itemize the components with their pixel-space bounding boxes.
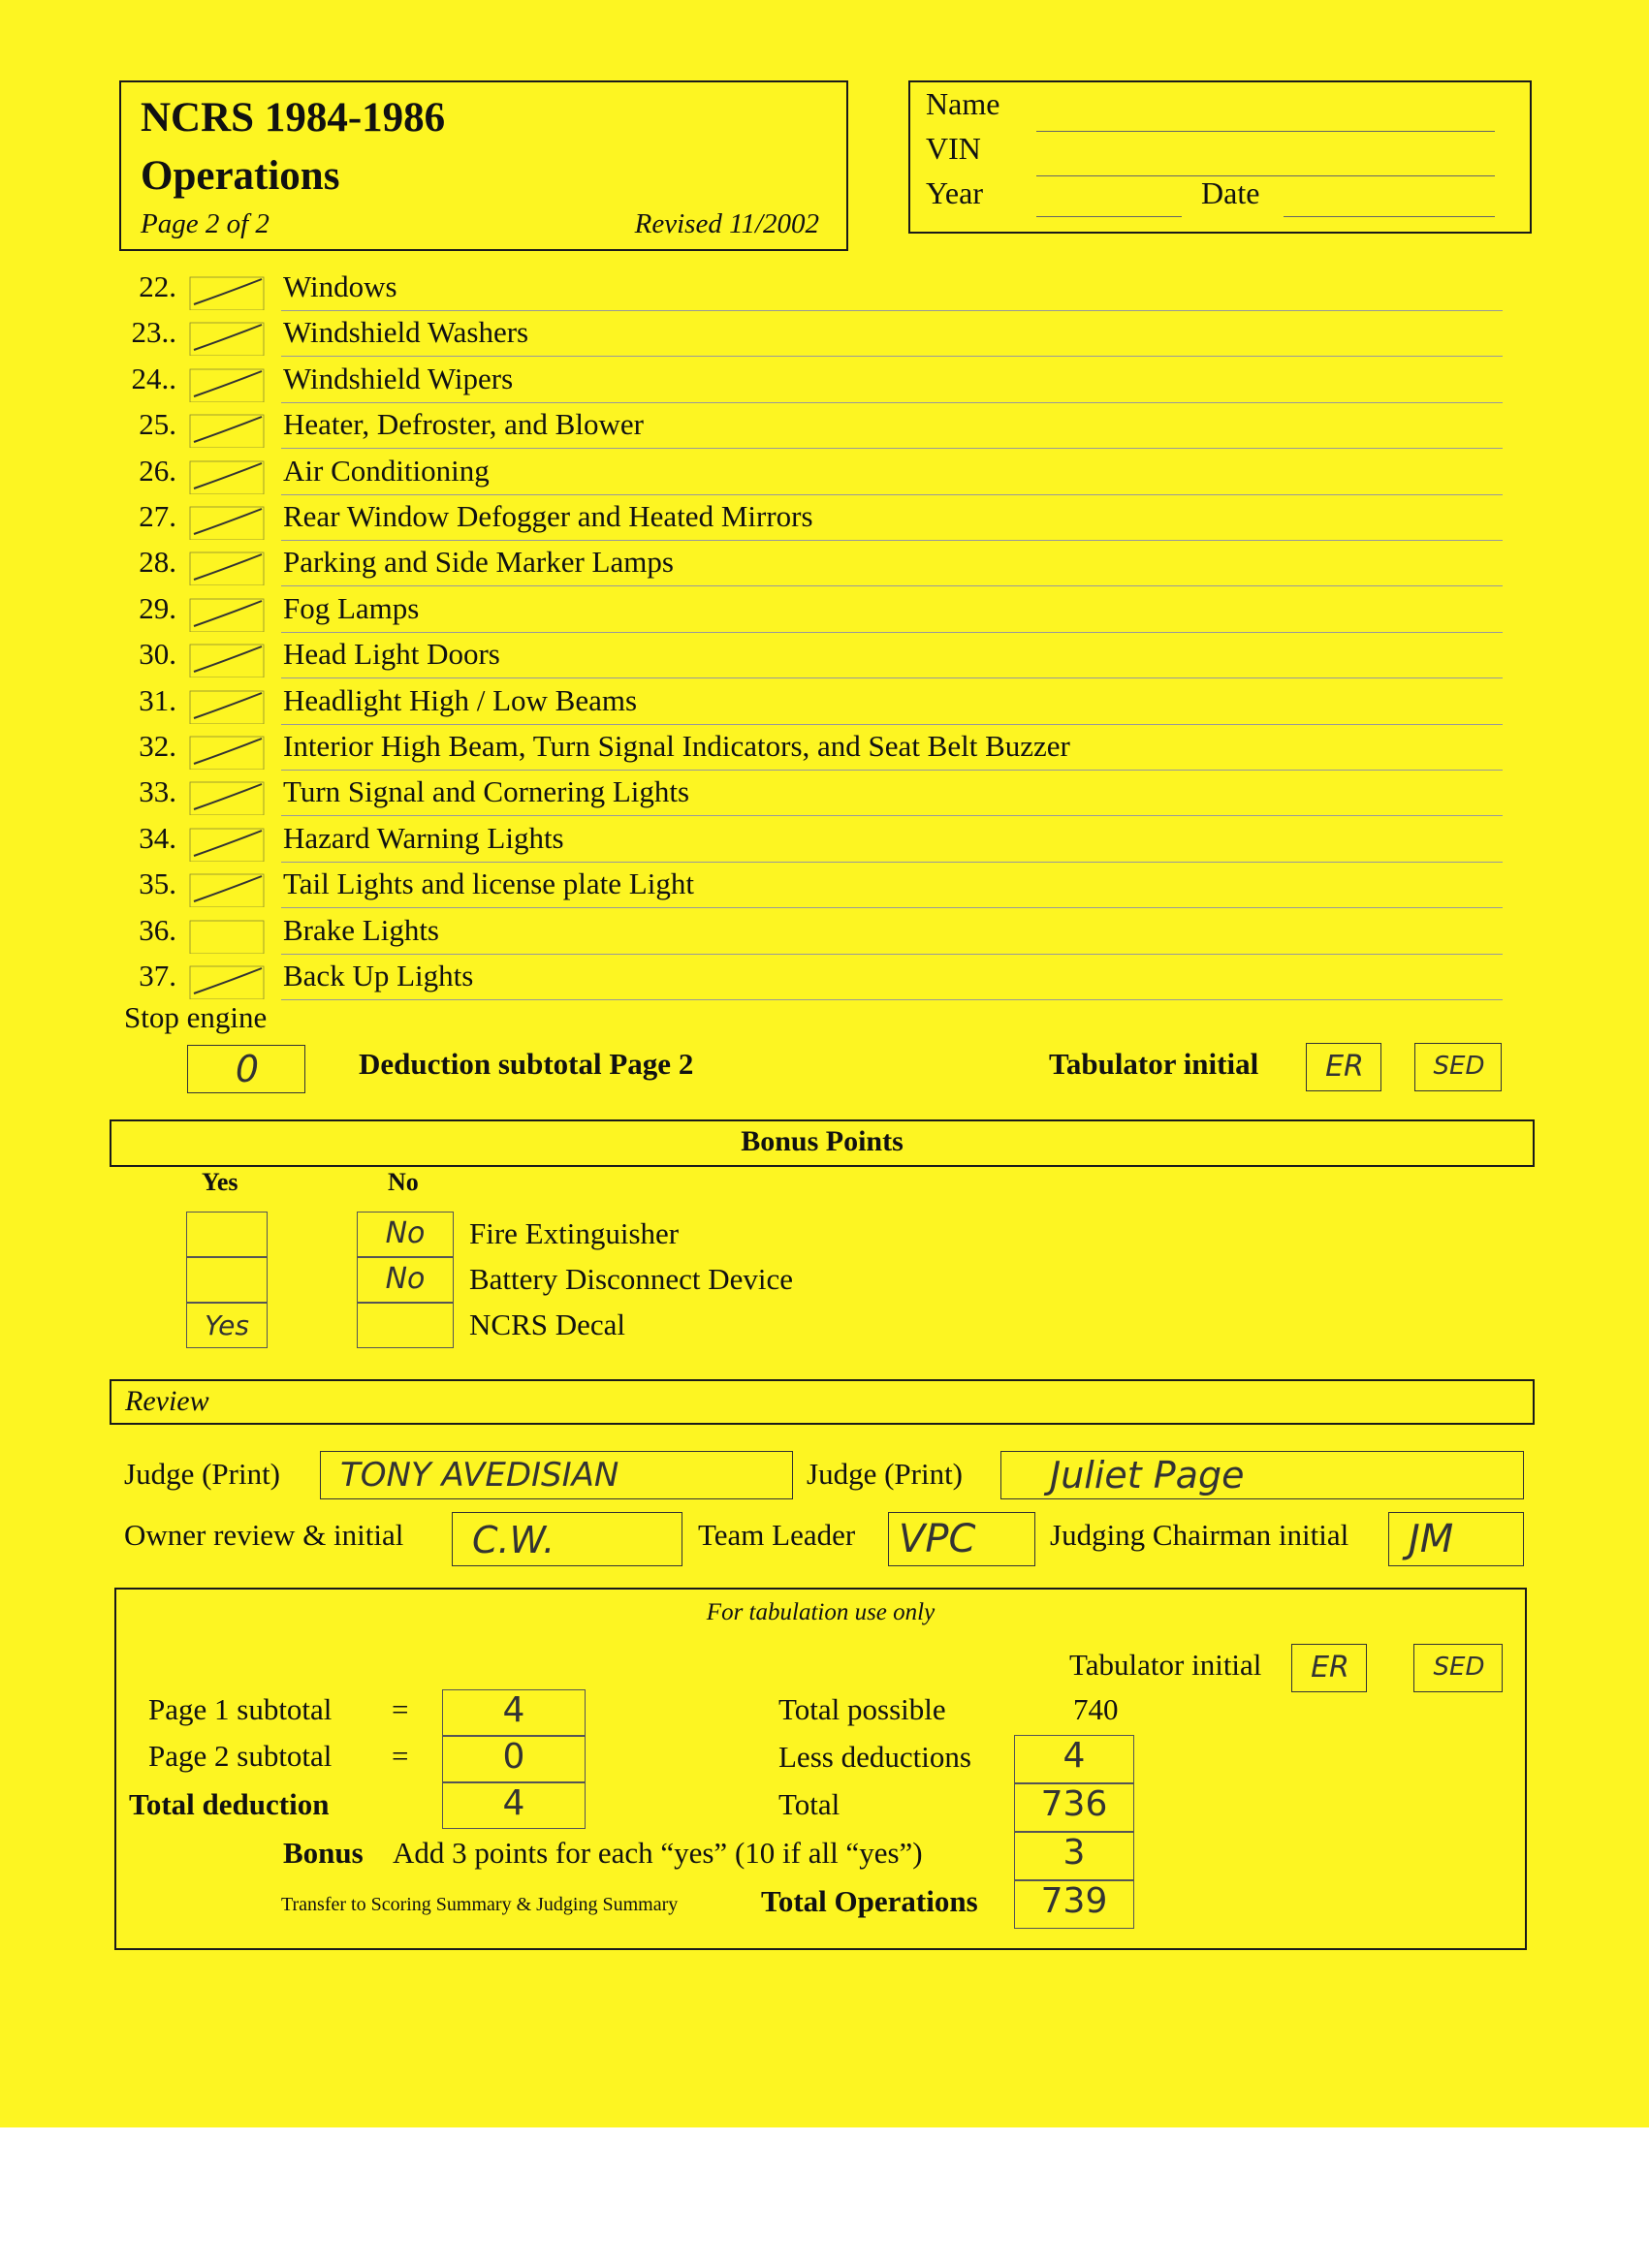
check-mark-icon[interactable]	[188, 735, 266, 770]
bonus-value: 3	[1062, 1833, 1086, 1873]
total-deduction-label: Total deduction	[129, 1787, 330, 1821]
owner-initial: C.W.	[472, 1519, 555, 1561]
item-number: 33.	[139, 774, 176, 809]
form-subtitle: Operations	[141, 153, 340, 199]
item-notes-line[interactable]	[281, 999, 1503, 1000]
bonus-yes-cell-battery[interactable]	[186, 1257, 268, 1303]
less-deductions-label: Less deductions	[778, 1740, 971, 1774]
less-deductions-value: 4	[1062, 1736, 1086, 1776]
page-1-subtotal-value: 4	[502, 1690, 525, 1730]
no-column-header: No	[388, 1168, 419, 1196]
title-box	[119, 80, 848, 251]
check-mark-icon[interactable]	[188, 827, 266, 862]
owner-initial-field[interactable]	[452, 1512, 682, 1566]
item-number: 30.	[139, 637, 176, 672]
item-notes-line[interactable]	[281, 770, 1503, 771]
bonus-cell[interactable]	[1014, 1832, 1134, 1880]
vin-field[interactable]	[1036, 175, 1495, 176]
item-number: 27.	[139, 499, 176, 533]
tabulator-initial-2: SED	[1433, 1653, 1485, 1682]
item-notes-line[interactable]	[281, 632, 1503, 633]
vehicle-info-box	[908, 80, 1532, 234]
item-number: 22.	[139, 269, 176, 303]
bonus-yes-cell-fire[interactable]	[186, 1212, 268, 1257]
bonus-no-cell-fire[interactable]	[357, 1212, 454, 1257]
date-field[interactable]	[1284, 216, 1495, 217]
item-label: Back Up Lights	[283, 959, 474, 992]
page-1-subtotal-cell[interactable]	[442, 1689, 586, 1736]
vin-label: VIN	[926, 131, 981, 166]
bonus-no-value: No	[385, 1262, 426, 1296]
total-cell[interactable]	[1014, 1783, 1134, 1832]
item-label: Interior High Beam, Turn Signal Indicators, and Seat Belt Buzzer	[283, 729, 1070, 763]
page-1-subtotal-label: Page 1 subtotal	[148, 1692, 333, 1726]
list-item	[126, 407, 1503, 450]
list-item	[126, 591, 1503, 634]
page-2-subtotal-value: 0	[502, 1737, 525, 1777]
review-title: Review	[125, 1385, 209, 1417]
item-label: Brake Lights	[283, 912, 439, 947]
item-number: 28.	[139, 545, 176, 580]
less-deductions-cell[interactable]	[1014, 1735, 1134, 1783]
total-deduction-cell[interactable]	[442, 1782, 586, 1829]
tabulator-initial-label: Tabulator initial	[1069, 1648, 1262, 1682]
item-number: 26.	[139, 453, 176, 488]
item-notes-line[interactable]	[281, 954, 1503, 955]
list-item	[126, 729, 1503, 772]
tabulator-initial-box-1[interactable]	[1306, 1043, 1381, 1091]
page-number: Page 2 of 2	[141, 208, 270, 239]
item-notes-line[interactable]	[281, 862, 1503, 863]
year-field[interactable]	[1036, 216, 1182, 217]
deduction-subtotal-label: Deduction subtotal Page 2	[359, 1047, 694, 1081]
tabulation-box	[114, 1588, 1527, 1950]
transfer-note: Transfer to Scoring Summary & Judging Summary	[281, 1894, 679, 1915]
item-number: 29.	[139, 590, 176, 625]
item-number: 34.	[139, 820, 176, 855]
list-item	[126, 959, 1503, 1001]
list-item	[126, 913, 1503, 956]
list-item	[126, 683, 1503, 726]
judge-2-field[interactable]	[1000, 1451, 1524, 1499]
bonus-label: Bonus	[283, 1836, 364, 1870]
item-number: 31.	[139, 682, 176, 717]
item-label: Windows	[283, 269, 397, 303]
item-label: Head Light Doors	[283, 637, 500, 672]
tabulator-initial-1: ER	[1311, 1651, 1349, 1685]
bonus-yes-value: Yes	[205, 1309, 249, 1341]
item-notes-line[interactable]	[281, 585, 1503, 586]
check-mark-icon[interactable]	[188, 964, 266, 999]
deduction-subtotal-box[interactable]	[187, 1045, 305, 1093]
form-title: NCRS 1984-1986	[141, 95, 446, 141]
list-item	[126, 866, 1503, 909]
chairman-initial-field[interactable]	[1388, 1512, 1524, 1566]
revision-date: Revised 11/2002	[634, 208, 819, 239]
check-mark-icon[interactable]	[188, 551, 266, 585]
check-mark-icon[interactable]	[188, 872, 266, 907]
item-notes-line[interactable]	[281, 907, 1503, 908]
list-item	[126, 637, 1503, 679]
item-label: Fog Lamps	[283, 590, 420, 625]
list-item	[126, 545, 1503, 587]
item-notes-line[interactable]	[281, 540, 1503, 541]
check-mark-icon[interactable]	[188, 459, 266, 494]
item-label: Windshield Wipers	[283, 361, 514, 395]
item-label: Hazard Warning Lights	[283, 820, 564, 855]
tabulator-initial-box-2[interactable]	[1414, 1043, 1502, 1091]
list-item	[126, 269, 1503, 312]
judge-2-label: Judge (Print)	[807, 1457, 964, 1491]
judge-1-label: Judge (Print)	[124, 1457, 281, 1491]
check-mark-icon[interactable]	[188, 367, 266, 402]
item-notes-line[interactable]	[281, 724, 1503, 725]
total-operations-value: 739	[1040, 1881, 1108, 1921]
check-mark-icon[interactable]	[188, 643, 266, 677]
item-number: 36.	[139, 912, 176, 947]
deduction-subtotal-value: 0	[235, 1048, 260, 1090]
list-item	[126, 499, 1503, 542]
stop-engine-label: Stop engine	[124, 1000, 268, 1034]
item-label: Turn Signal and Cornering Lights	[283, 774, 690, 809]
item-label: Parking and Side Marker Lamps	[283, 545, 674, 580]
tabulator-initial-2: SED	[1433, 1052, 1485, 1081]
item-notes-line[interactable]	[281, 494, 1503, 495]
judge-1-name: TONY AVEDISIAN	[340, 1456, 619, 1495]
list-item	[126, 454, 1503, 496]
ncrs-decal-label: NCRS Decal	[469, 1307, 626, 1341]
total-possible-value: 740	[1073, 1692, 1119, 1726]
check-mark-icon[interactable]	[188, 780, 266, 815]
equals-sign: =	[392, 1739, 409, 1773]
item-label: Rear Window Defogger and Heated Mirrors	[283, 499, 813, 533]
list-item	[126, 774, 1503, 817]
list-item	[126, 362, 1503, 404]
bonus-no-cell-battery[interactable]	[357, 1257, 454, 1303]
list-item	[126, 821, 1503, 864]
date-label: Date	[1201, 175, 1260, 210]
bonus-no-value: No	[385, 1216, 426, 1250]
item-number: 23..	[131, 315, 176, 350]
equals-sign: =	[392, 1692, 409, 1726]
name-label: Name	[926, 86, 1000, 121]
check-mark-icon[interactable]	[188, 505, 266, 540]
judging-chairman-label: Judging Chairman initial	[1050, 1518, 1349, 1552]
list-item	[126, 315, 1503, 358]
tabulation-use-header: For tabulation use only	[706, 1599, 935, 1625]
item-notes-line[interactable]	[281, 310, 1503, 311]
chairman-initial: JM	[1409, 1517, 1454, 1561]
item-label: Tail Lights and license plate Light	[283, 866, 694, 901]
tabulator-initial-box-2[interactable]	[1413, 1644, 1503, 1692]
item-notes-line[interactable]	[281, 402, 1503, 403]
page-2-subtotal-cell[interactable]	[442, 1736, 586, 1782]
item-label: Headlight High / Low Beams	[283, 682, 638, 717]
check-mark-icon[interactable]	[188, 597, 266, 632]
bonus-points-header	[110, 1119, 1535, 1167]
total-operations-cell[interactable]	[1014, 1880, 1134, 1929]
total-value: 736	[1040, 1784, 1108, 1824]
total-deduction-value: 4	[502, 1783, 525, 1823]
item-label: Windshield Washers	[283, 315, 529, 350]
bonus-no-cell-decal[interactable]	[357, 1303, 454, 1348]
team-leader-field[interactable]	[888, 1512, 1035, 1566]
item-number: 35.	[139, 866, 176, 901]
fire-extinguisher-label: Fire Extinguisher	[469, 1216, 680, 1250]
total-operations-label: Total Operations	[761, 1884, 978, 1918]
total-possible-label: Total possible	[778, 1692, 946, 1726]
tabulator-initial-box-1[interactable]	[1291, 1644, 1367, 1692]
item-number: 24..	[131, 361, 176, 395]
item-number: 25.	[139, 407, 176, 442]
yes-column-header: Yes	[202, 1168, 238, 1196]
item-label: Air Conditioning	[283, 453, 490, 488]
item-label: Heater, Defroster, and Blower	[283, 407, 644, 442]
item-notes-line[interactable]	[281, 815, 1503, 816]
review-header	[110, 1379, 1535, 1425]
check-mark-icon[interactable]	[188, 275, 266, 310]
item-number: 32.	[139, 729, 176, 763]
owner-review-label: Owner review & initial	[124, 1518, 404, 1552]
judge-2-name: Juliet Page	[1050, 1454, 1245, 1496]
item-number: 37.	[139, 959, 176, 992]
check-mark-icon[interactable]	[188, 413, 266, 448]
item-notes-line[interactable]	[281, 356, 1503, 357]
page-2-subtotal-label: Page 2 subtotal	[148, 1739, 333, 1773]
tabulator-initial-label: Tabulator initial	[1049, 1047, 1259, 1081]
item-notes-line[interactable]	[281, 677, 1503, 678]
battery-disconnect-label: Battery Disconnect Device	[469, 1262, 793, 1296]
judge-1-field[interactable]	[320, 1451, 793, 1499]
total-label: Total	[778, 1787, 840, 1821]
check-mark-icon[interactable]	[188, 321, 266, 356]
tabulator-initial-1: ER	[1325, 1050, 1364, 1084]
check-mark-icon[interactable]	[188, 919, 266, 954]
bonus-yes-cell-decal[interactable]	[186, 1303, 268, 1348]
bonus-description: Add 3 points for each “yes” (10 if all “yes”)	[393, 1836, 923, 1870]
team-leader-label: Team Leader	[698, 1518, 856, 1552]
item-notes-line[interactable]	[281, 448, 1503, 449]
check-mark-icon[interactable]	[188, 689, 266, 724]
name-field[interactable]	[1036, 131, 1495, 132]
team-leader-initial: VPC	[899, 1517, 976, 1561]
year-label: Year	[926, 175, 983, 210]
bonus-points-title: Bonus Points	[741, 1125, 904, 1157]
